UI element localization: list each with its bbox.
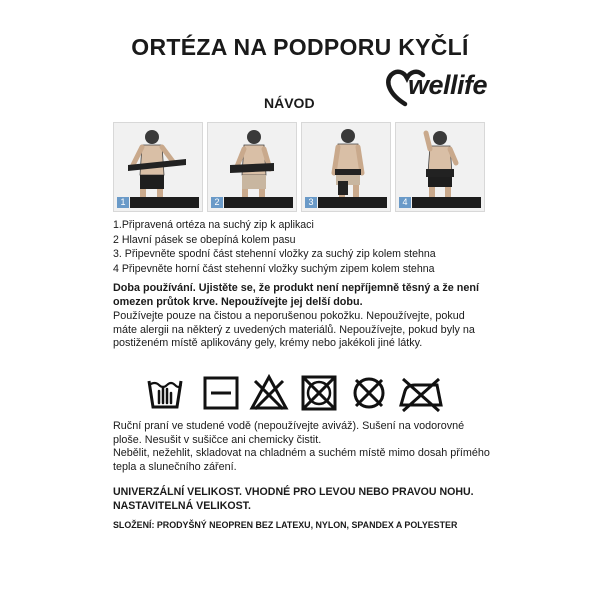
no-bleach-icon (249, 373, 289, 413)
instructions-heading: NÁVOD (264, 95, 315, 111)
no-tumble-dry-icon (299, 373, 339, 413)
instruction-illustrations (113, 122, 487, 212)
care-storage-text: Nebělit, nežehlit, skladovat na chladném a suchém místě mimo dosah přímého tepla a slunečního záření. (113, 447, 490, 473)
step-number-badge: 4 (399, 197, 411, 208)
care-symbols (145, 373, 445, 413)
no-dry-clean-icon (349, 373, 389, 413)
illustration-step-1 (113, 122, 203, 212)
step-caption-bar (224, 197, 293, 208)
step-caption-bar (318, 197, 387, 208)
step-caption-bar (130, 197, 199, 208)
instruction-steps (113, 218, 493, 276)
usage-notes: Používejte pouze na čistou a neporušenou pokožku. Nepoužívejte, pokud máte alergii na některý z uvedených materiálů. Nepoužívejte, pokud byly na postiženém místě aplikovány gely, krémy nebo jakékoli jiné látky. (113, 310, 475, 350)
illustration-step-2 (207, 122, 297, 212)
illustration-step-3 (301, 122, 391, 212)
step-3-text: 3. Připevněte spodní část stehenní vložky za suchý zip kolem stehna (113, 248, 436, 260)
size-info: UNIVERZÁLNÍ VELIKOST. VHODNÉ PRO LEVOU NEBO PRAVOU NOHU. NASTAVITELNÁ VELIKOST. (113, 486, 474, 512)
flat-dry-icon (201, 373, 241, 413)
illustration-step-4 (395, 122, 485, 212)
material-composition: SLOŽENÍ: PRODYŠNÝ NEOPREN BEZ LATEXU, NYLON, SPANDEX A POLYESTER (113, 520, 458, 530)
care-instructions (113, 420, 491, 474)
logo-brand-text: wellife (408, 70, 488, 100)
step-number-badge: 1 (117, 197, 129, 208)
hand-wash-icon (145, 373, 185, 413)
step-number-badge: 2 (211, 197, 223, 208)
step-number-badge: 3 (305, 197, 317, 208)
step-1-text: 1.Připravená ortéza na suchý zip k aplikaci (113, 219, 314, 231)
no-iron-icon (397, 373, 445, 413)
step-2-text: 2 Hlavní pásek se obepíná kolem pasu (113, 233, 296, 246)
usage-warning: Doba používání. Ujistěte se, že produkt není nepříjemně těsný a že není omezen průtok krve. Nepoužívejte jej delší dobu. (113, 282, 479, 308)
document-title: ORTÉZA NA PODPORU KYČLÍ (131, 34, 469, 60)
care-wash-text: Ruční praní ve studené vodě (nepoužívejte aviváž). Sušení na vodorovné ploše. Nesušit v sušičce ani chemicky čistit. (113, 420, 465, 446)
step-4-text: 4 Připevněte horní část stehenní vložky suchým zipem kolem stehna (113, 262, 435, 275)
step-caption-bar (412, 197, 481, 208)
